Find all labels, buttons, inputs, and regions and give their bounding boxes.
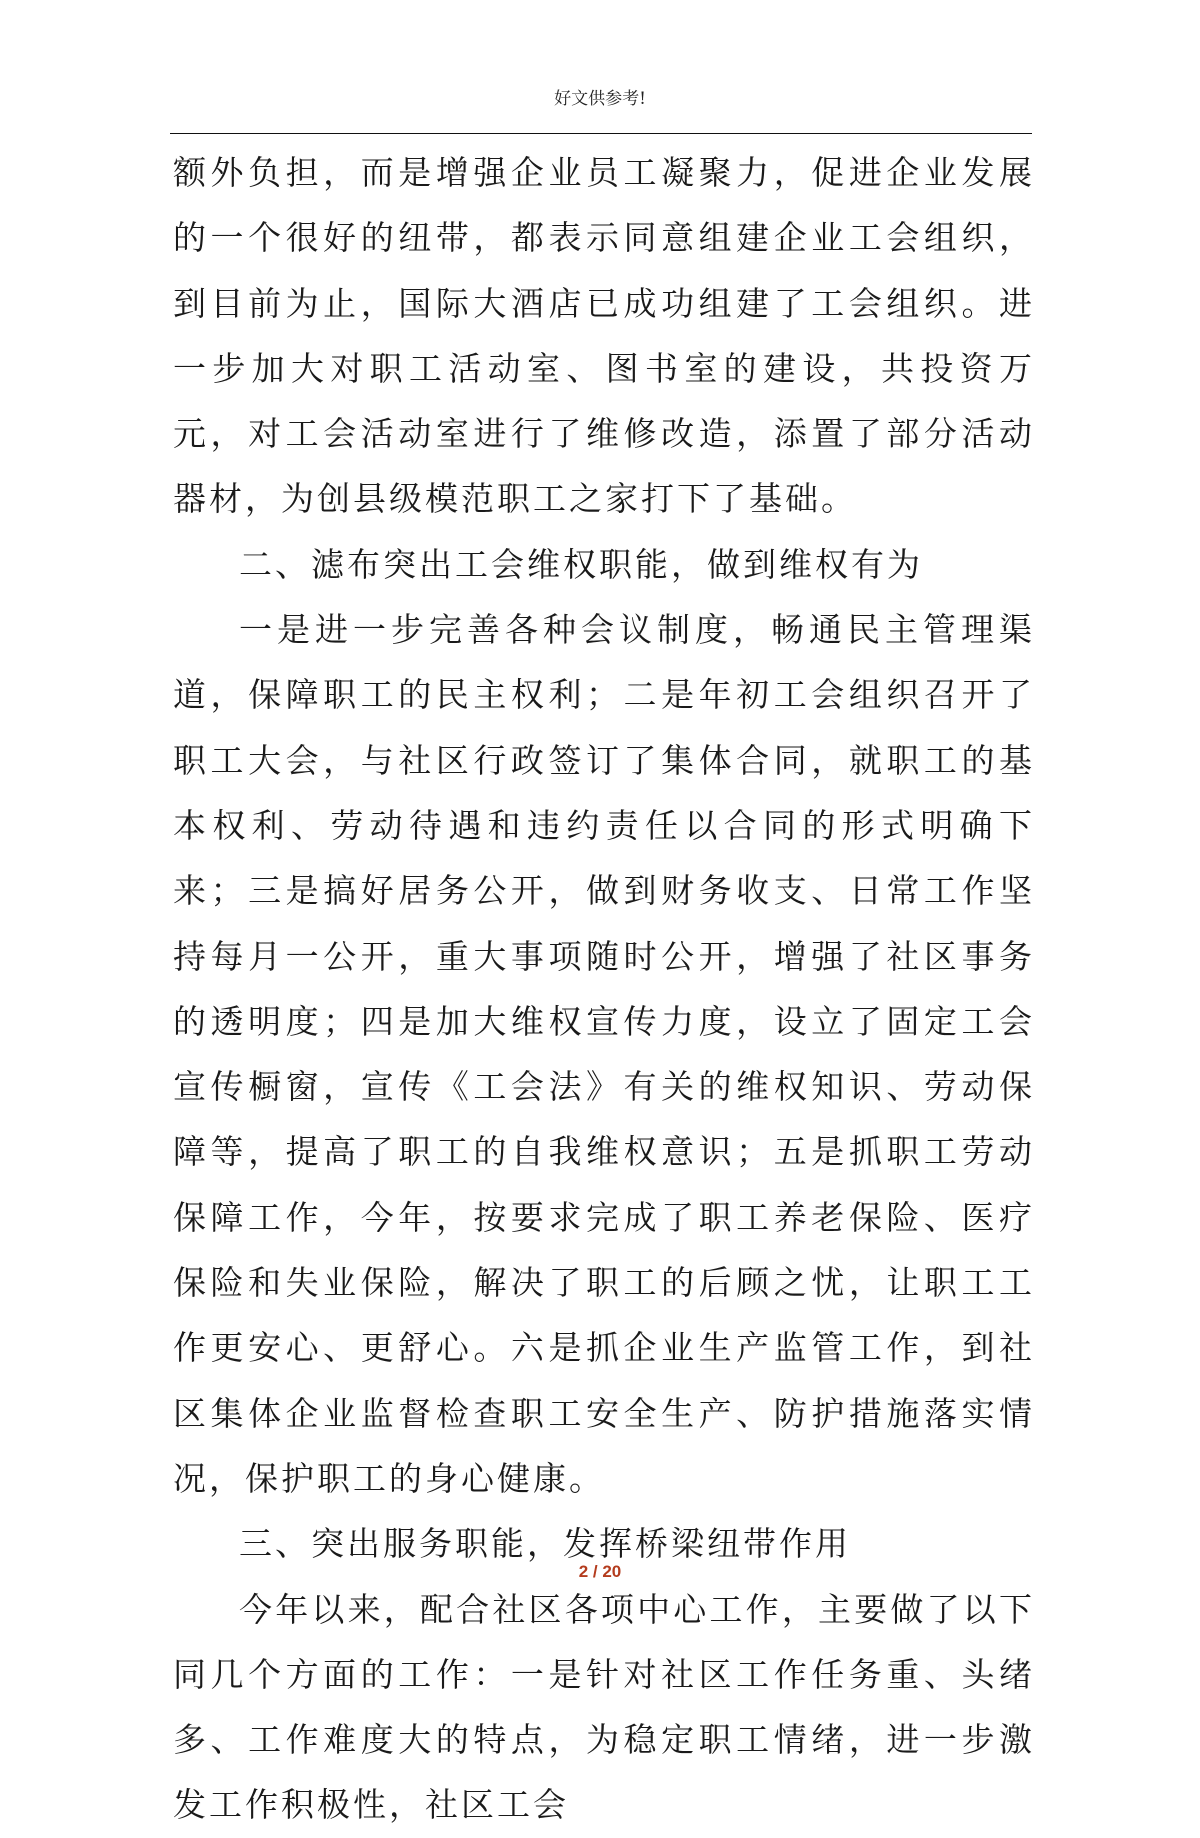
section-heading-3: 三、突出服务职能，发挥桥梁纽带作用 [239, 1524, 851, 1564]
section-heading-2: 二、滤布突出工会维权职能，做到维权有为 [239, 544, 923, 584]
paragraph-continued: 额外负担，而是增强企业员工凝聚力，促进企业发展的一个很好的纽带，都表示同意组建企业工会组织，到目前为止，国际大酒店已成功组建了工会组织。进一步加大对职工活动室、图书室的建设，共投资万元，对工会活动室进行了维修改造，添置了部分活动器材，为创县级模范职工之家打下了基础。 [173, 153, 1035, 519]
paragraph-rights: 一是进一步完善各种会议制度，畅通民主管理渠道，保障职工的民主权利；二是年初工会组织召开了职工大会，与社区行政签订了集体合同，就职工的基本权利、劳动待遇和违约责任以合同的形式明确下来；三是搞好居务公开，做到财务收支、日常工作坚持每月一公开，重大事项随时公开，增强了社区事务的透明度；四是加大维权宣传力度，设立了固定工会宣传橱窗，宣传《工会法》有关的维权知识、劳动保障等，提高了职工的自我维权意识；五是抓职工劳动保障工作，今年，按要求完成了职工养老保险、医疗保险和失业保险，解决了职工的后顾之忧，让职工工作更安心、更舒心。六是抓企业生产监管工作，到社区集体企业监督检查职工安全生产、防护措施落实情况，保护职工的身心健康。 [173, 610, 1035, 1498]
header-divider [170, 133, 1032, 134]
page-number: 2 / 20 [578, 1562, 622, 1581]
document-body [173, 140, 1035, 1838]
page-header: 好文供参考! [554, 89, 646, 109]
paragraph-service: 今年以来，配合社区各项中心工作，主要做了以下同几个方面的工作：一是针对社区工作任务重、头绪多、工作难度大的特点，为稳定职工情绪，进一步激发工作积极性，社区工会 [173, 1589, 1035, 1825]
